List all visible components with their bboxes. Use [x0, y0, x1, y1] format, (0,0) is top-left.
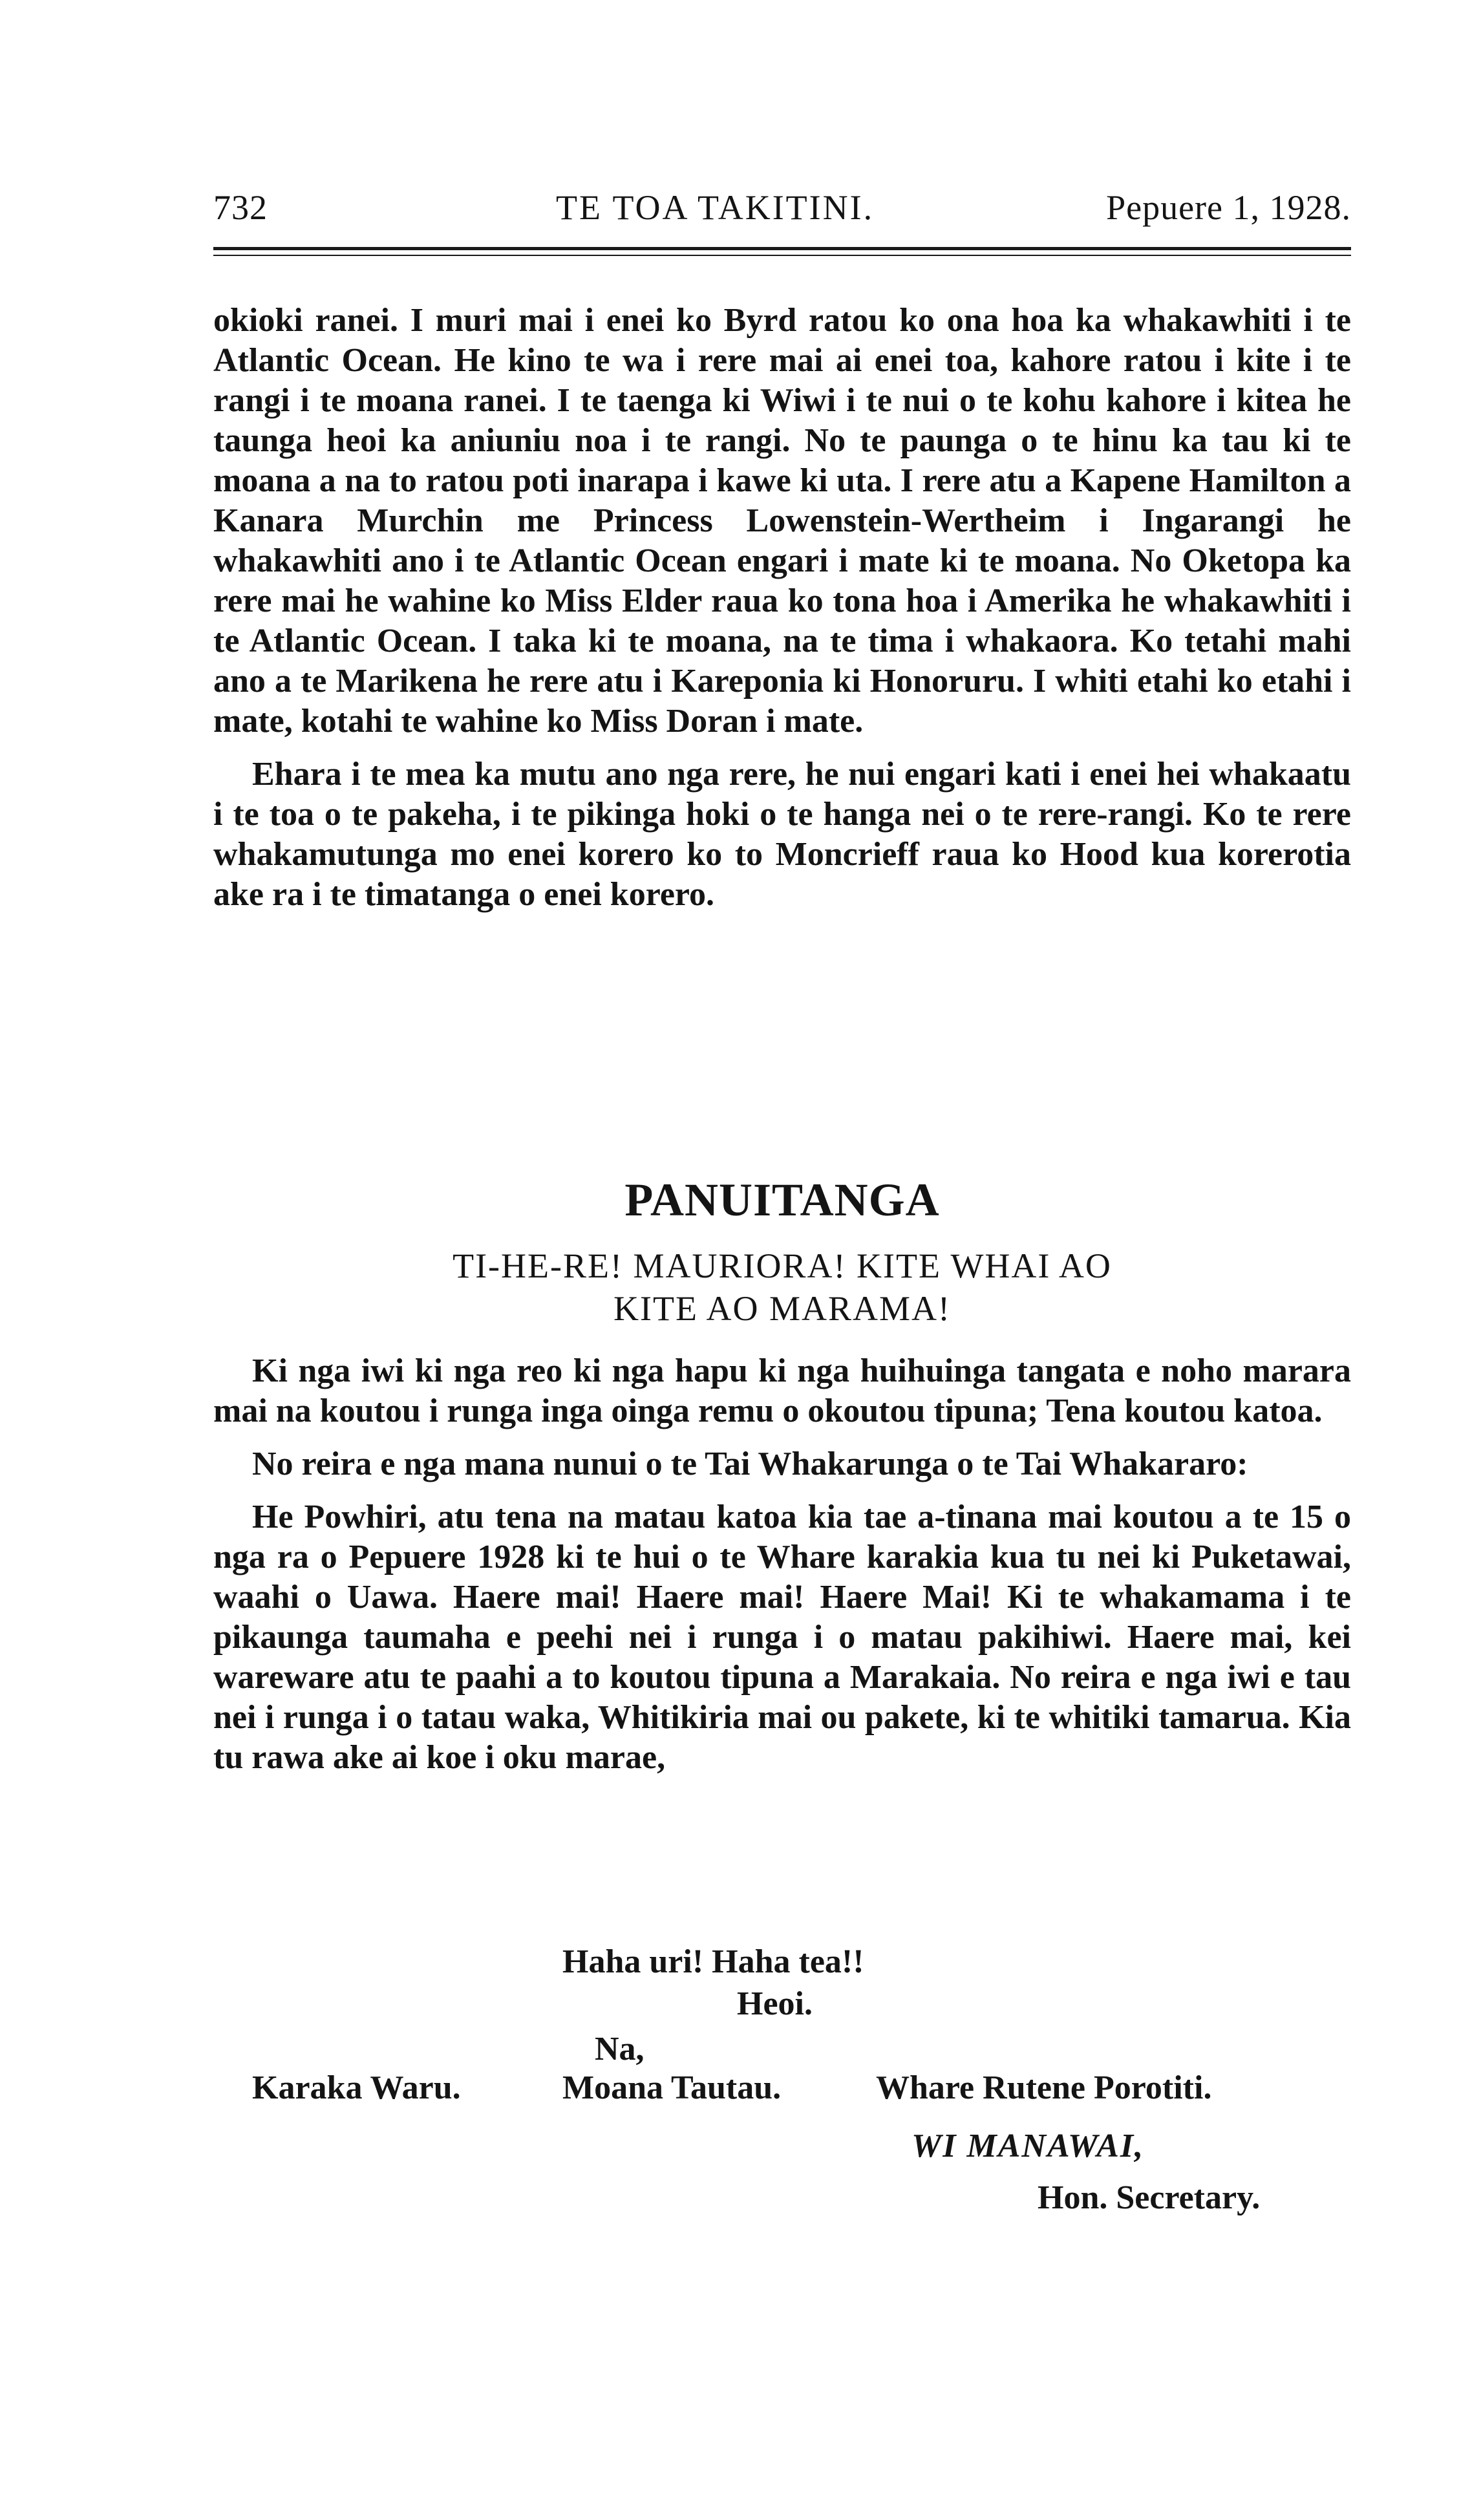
header-rule-thin [213, 255, 1351, 256]
signatory-name: Karaka Waru. [252, 2069, 461, 2106]
signatory-name: Moana Tautau. [562, 2069, 782, 2106]
notice-subheading-line: TI-HE-RE! MAURIORA! KITE WHAI AO [453, 1246, 1112, 1285]
page-number: 732 [213, 188, 268, 227]
notice-paragraph: He Powhiri, atu tena na matau katoa kia tae a-tinana mai koutou a te 15 o nga ra o Pepuere 1928 ki te hui o te Whare karakia kua tu nei ki Puketawai, waahi o Uawa. Haere mai! Haere mai! Haere Mai! Ki te whakamama i te pikaunga taumaha e peehi nei i runga i o matau pakihiwi. Haere mai, kei wareware atu te paahi a to koutou tipuna a Marakaia. No reira e nga iwi e tau nei i runga i o tatau waka, Whitikiria mai ou pakete, ki te whitiki tamarua. Kia tu rawa ake ai koe i oku marae, [213, 1499, 1351, 1776]
notice-subheading-line: KITE AO MARAMA! [613, 1289, 951, 1328]
notice-body [213, 1351, 1351, 1778]
header-rule-thick [213, 247, 1351, 250]
secretary-title: Hon. Secretary. [1038, 2179, 1261, 2216]
article-paragraph: Ehara i te mea ka mutu ano nga rere, he nui engari kati i enei hei whakaatu i te toa o te pakeha, i te pikinga hoki o te hanga nei o te rere-rangi. Ko te rere whakamutunga mo enei korero ko to Moncrieff raua ko Hood kua korerotia ake ra i te timatanga o enei korero. [213, 756, 1351, 913]
notice-paragraph: Ki nga iwi ki nga reo ki nga hapu ki nga huihuinga tangata e noho marara mai na koutou i runga inga oinga remu o okoutou tipuna; Tena koutou katoa. [213, 1352, 1351, 1429]
running-head [213, 187, 1351, 239]
article-continuation [213, 301, 1351, 915]
publication-title: TE TOA TAKITINI. [556, 188, 875, 227]
secretary-name: WI MANAWAI, [911, 2128, 1145, 2164]
notice-heading: PANUITANGA [624, 1174, 940, 1226]
article-paragraph: okioki ranei. I muri mai i enei ko Byrd ratou ko ona hoa ka whakawhiti i te Atlantic Ocean. He kino te wa i rere mai ai enei toa, kahore ratou i kite i te rangi i te moana ranei. I te taenga ki Wiwi i te nui o te kohu kahore i kitea he taunga heoi ka aniuniu noa i te rangi. No te paunga o te hinu ka tau ki te moana a na to ratou poti inarapa i kawe ki uta. I rere atu a Kapene Hamilton a Kanara Murchin me Princess Lowenstein-Wertheim i Ingarangi he whakawhiti ano i te Atlantic Ocean engari i mate ki te moana. No Oketopa ka rere mai he wahine ko Miss Elder raua ko tona hoa i Amerika he whakawhiti i te Atlantic Ocean. I taka ki te moana, na te tima i whakaora. Ko tetahi mahi ano a te Marikena he rere atu i Kareponia ki Honoruru. I whiti etahi ko etahi i mate, kotahi te wahine ko Miss Doran i mate. [213, 302, 1351, 740]
closing-line: Haha uri! Haha tea!! [562, 1943, 864, 1980]
signed-by: Na, [595, 2031, 645, 2067]
notice-paragraph: No reira e nga mana nunui o te Tai Whakarunga o te Tai Whakararo: [252, 1446, 1248, 1482]
notice-subheading [213, 1244, 1351, 1330]
issue-date: Pepuere 1, 1928. [1106, 188, 1351, 227]
signatory-name: Whare Rutene Porotiti. [876, 2069, 1212, 2106]
closing-heoi: Heoi. [737, 1985, 813, 2022]
